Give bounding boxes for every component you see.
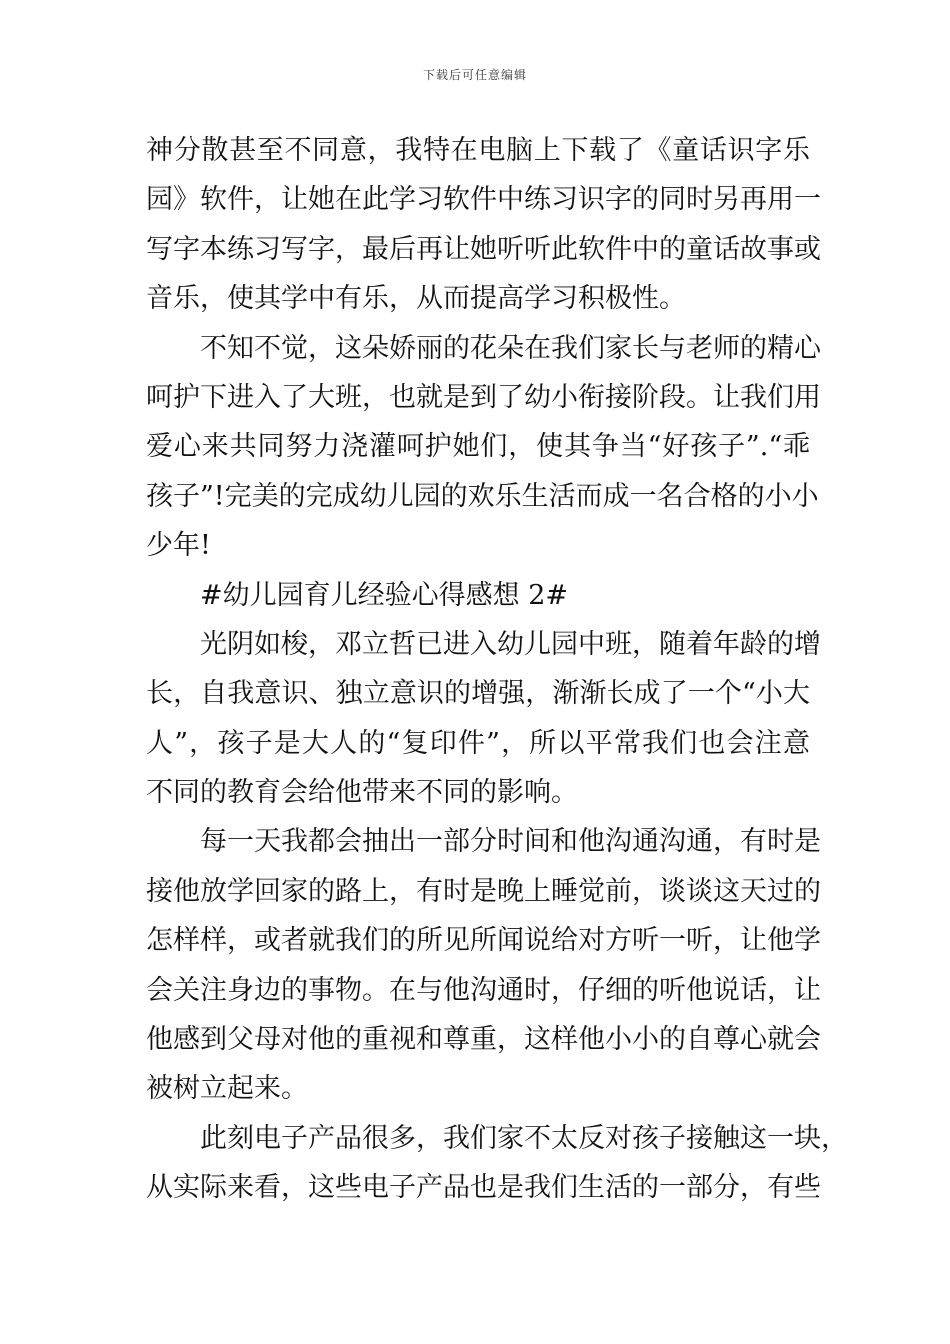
text-line: 写字本练习写字，最后再让她听听此软件中的童话故事或 [146,233,821,265]
text-line: 每一天我都会抽出一部分时间和他沟通沟通，有时是 [200,826,821,858]
section-heading: #幼儿园育儿经验心得感想 2# [200,579,569,611]
text-line: 会关注身边的事物。在与他沟通时，仔细的听他说话，让 [146,974,821,1006]
text-line: 此刻电子产品很多，我们家不太反对孩子接触这一块， [200,1122,848,1154]
text-line: 人”，孩子是大人的“复印件”，所以平常我们也会注意 [146,727,810,759]
text-line: 被树立起来。 [146,1073,308,1105]
text-line: 音乐，使其学中有乐，从而提高学习积极性。 [146,283,686,315]
text-line: 长，自我意识、独立意识的增强，渐渐长成了一个“小大 [146,678,810,710]
text-line: 光阴如梭，邓立哲已进入幼儿园中班，随着年龄的增 [200,628,821,660]
text-line: 接他放学回家的路上，有时是晚上睡觉前，谈谈这天过的 [146,875,821,907]
text-line: 神分散甚至不同意，我特在电脑上下载了《童话识字乐 [146,135,810,166]
text-line: 爱心来共同努力浇灌呵护她们，使其争当“好孩子”.“乖 [146,431,810,463]
text-line: 他感到父母对他的重视和尊重，这样他小小的自尊心就会 [146,1024,821,1056]
text-line: 少年! [146,530,211,562]
text-line: 怎样样，或者就我们的所见所闻说给对方听一听，让他学 [146,925,821,957]
text-line: 孩子”!完美的完成幼儿园的欢乐生活而成一名合格的小小 [146,480,819,512]
document-body [146,126,848,1213]
text-line: 不知不觉，这朵娇丽的花朵在我们家长与老师的精心 [200,332,821,364]
text-line: 从实际来看，这些电子产品也是我们生活的一部分，有些 [146,1172,821,1204]
header-note: 下载后可任意编辑 [422,68,527,82]
text-line: 园》软件，让她在此学习软件中练习识字的同时另再用一 [146,184,821,216]
text-line: 呵护下进入了大班，也就是到了幼小衔接阶段。让我们用 [146,381,821,413]
text-line: 不同的教育会给他带来不同的影响。 [146,777,578,809]
